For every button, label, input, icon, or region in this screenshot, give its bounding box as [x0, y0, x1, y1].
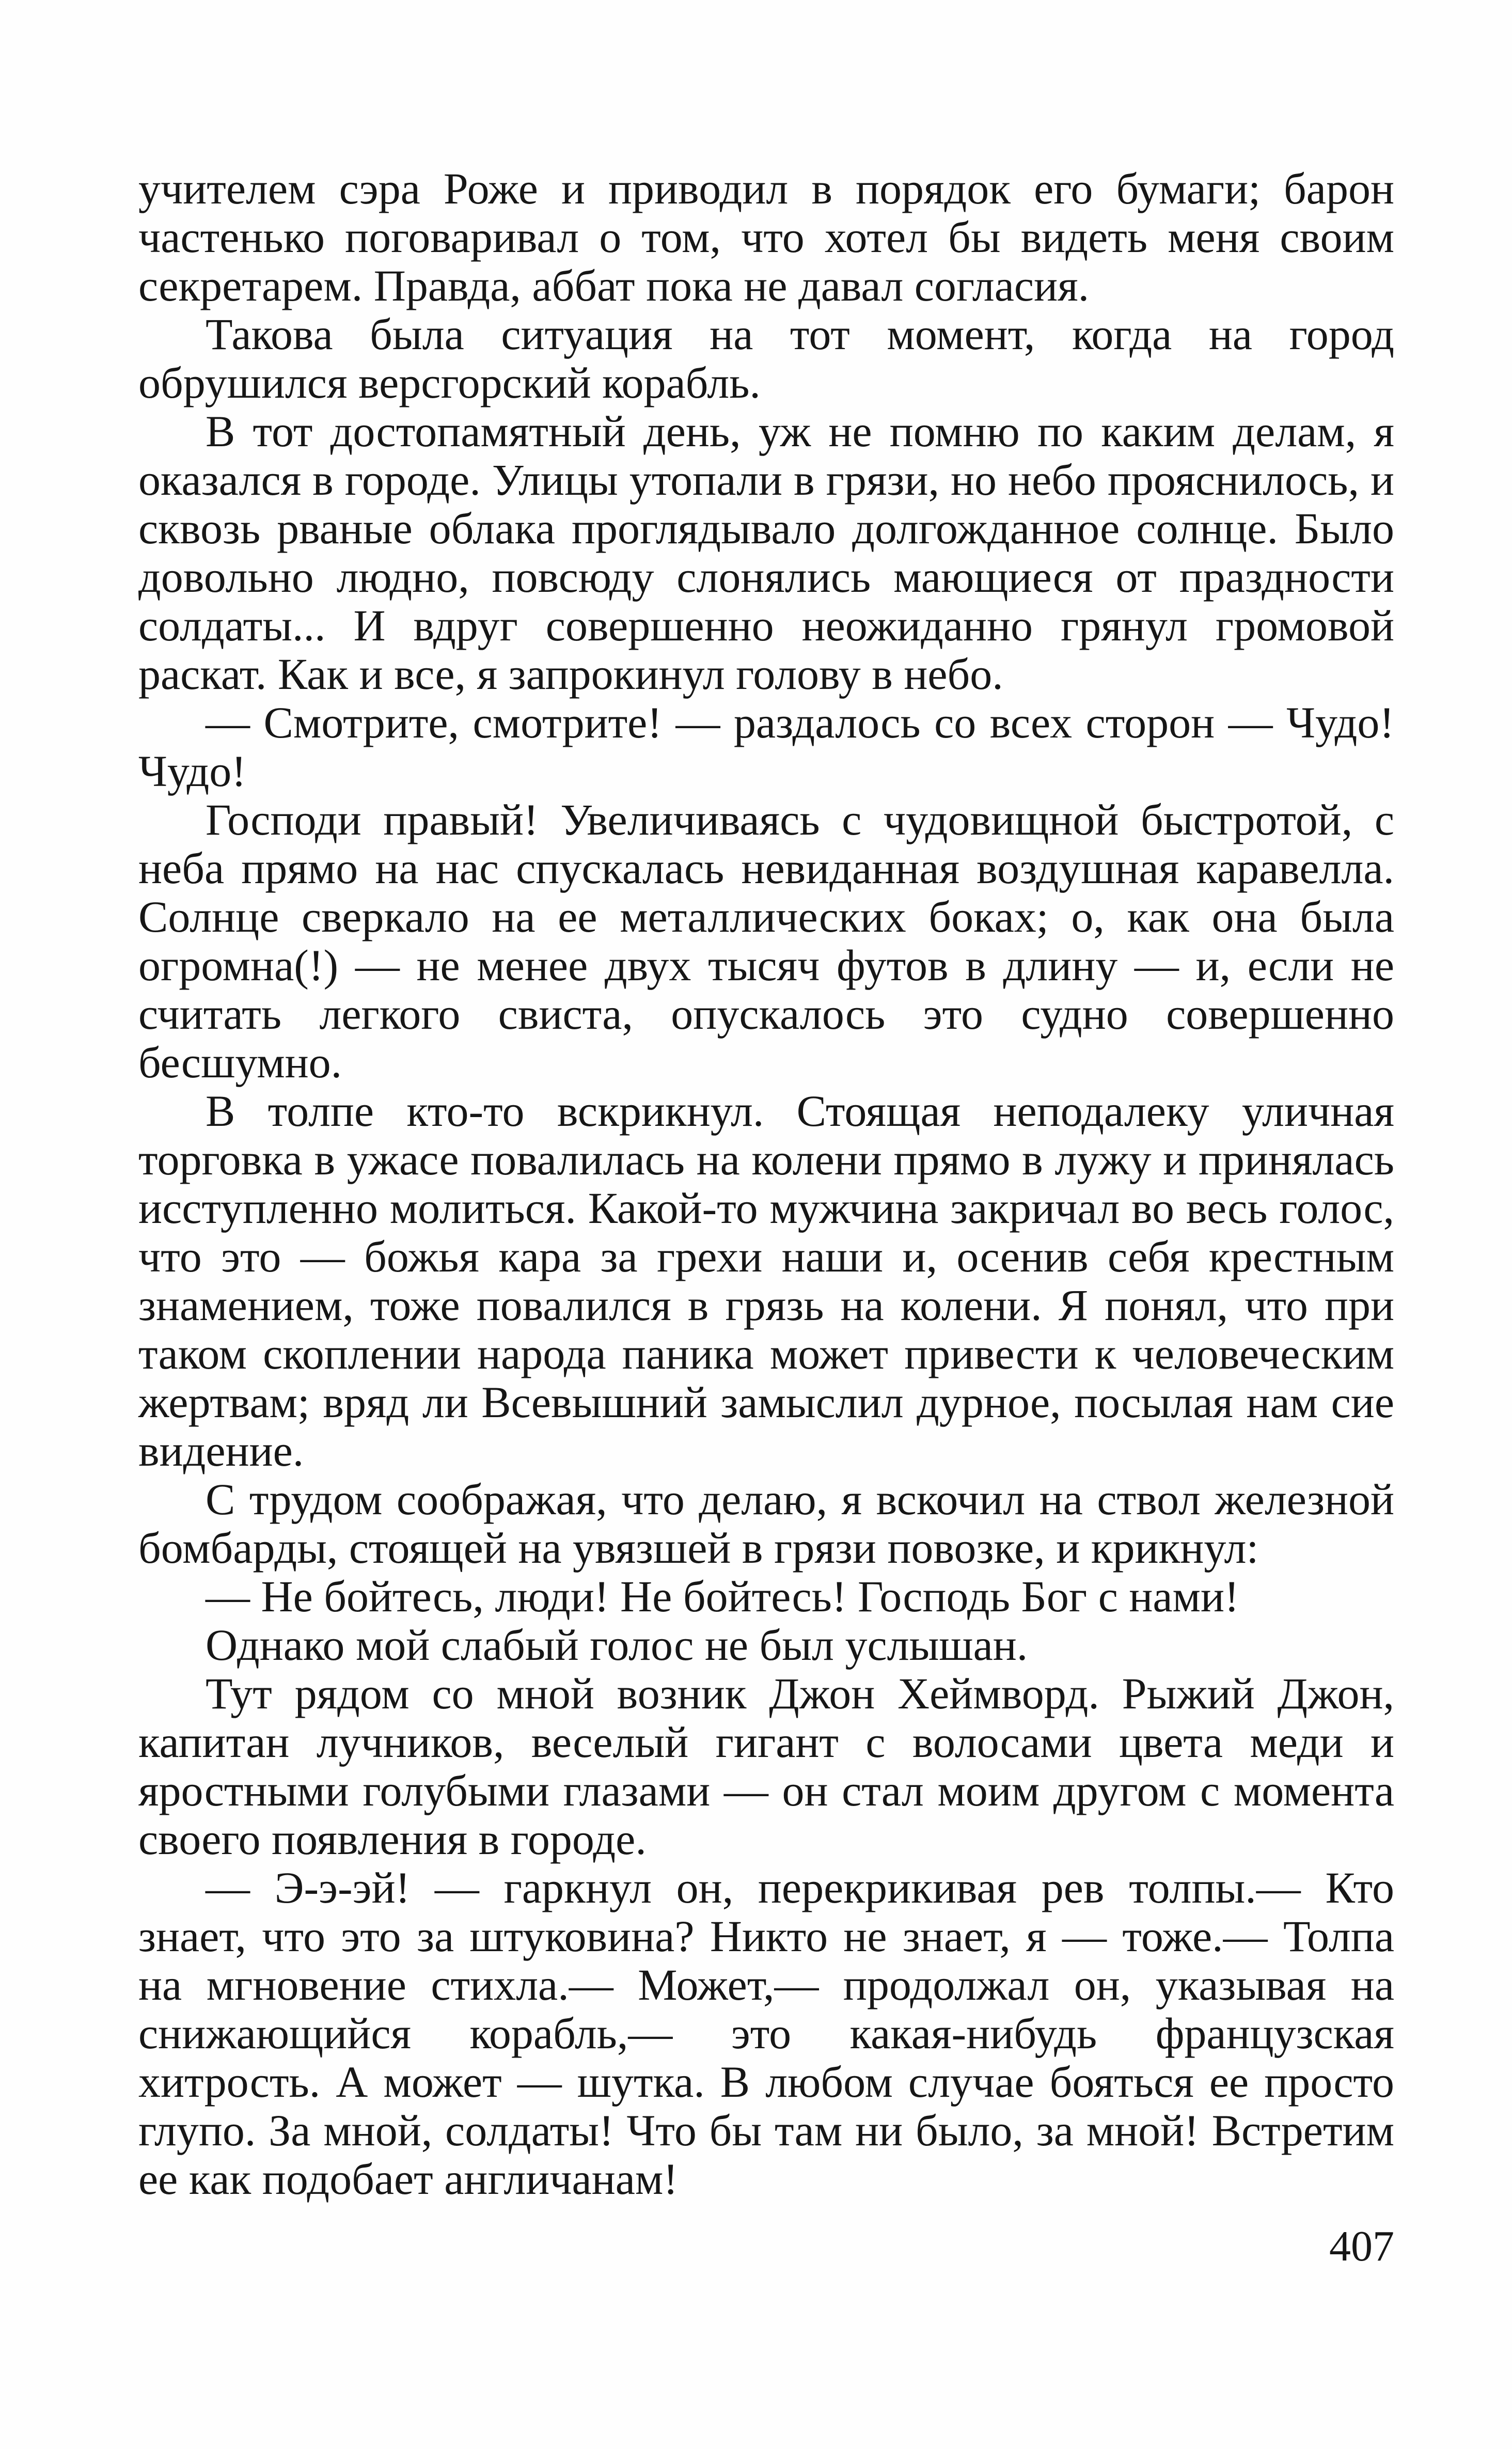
- paragraph-4: — Смотрите, смотрите! — раздалось со всех сторон — Чудо! Чудо!: [138, 698, 1394, 796]
- paragraph-10: Тут рядом со мной возник Джон Хеймворд. Рыжий Джон, капитан лучников, веселый гигант с волосами цвета меди и яростными голубыми глазами — он стал моим другом с момента своего появления в городе.: [138, 1669, 1394, 1864]
- paragraph-6: В толпе кто-то вскрикнул. Стоящая неподалеку уличная торговка в ужасе повалилась на колени прямо в лужу и принялась исступленно молиться. Какой-то мужчина закричал во весь голос, что это — божья кара за грехи наши и, осенив себя крестным знамением, тоже повалился в грязь на колени. Я понял, что при таком скоплении народа паника может привести к человеческим жертвам; вряд ли Всевышний замыслил дурное, посылая нам сие видение.: [138, 1086, 1394, 1475]
- paragraph-9: Однако мой слабый голос не был услышан.: [206, 1620, 1028, 1670]
- paragraph-11: — Э-э-эй! — гаркнул он, перекрикивая рев толпы.— Кто знает, что это за штуковина? Никто не знает, я — тоже.— Толпа на мгновение стихла.— Может,— продолжал он, указывая на снижающийся корабль,— это какая-нибудь французская хитрость. А может — шутка. В любом случае бояться ее просто глупо. За мной, солдаты! Что бы там ни было, за мной! Встретим ее как подобает англичанам!: [138, 1863, 1394, 2204]
- body-text: [138, 164, 1394, 2203]
- paragraph-5: Господи правый! Увеличиваясь с чудовищной быстротой, с неба прямо на нас спускалась невиданная воздушная каравелла. Солнце сверкало на ее металлических боках; о, как она была огромна(!) — не менее двух тысяч футов в длину — и, если не считать легкого свиста, опускалось это судно совершенно бесшумно.: [138, 795, 1394, 1087]
- paragraph-3: В тот достопамятный день, уж не помню по каким делам, я оказался в городе. Улицы утопали в грязи, но небо прояснилось, и сквозь рваные облака проглядывало долгожданное солнце. Было довольно людно, повсюду слонялись мающиеся от праздности солдаты... И вдруг совершенно неожиданно грянул громовой раскат. Как и все, я запрокинул голову в небо.: [138, 406, 1394, 699]
- page-number: 407: [1329, 2222, 1394, 2270]
- paragraph-8: — Не бойтесь, люди! Не бойтесь! Господь Бог с нами!: [206, 1572, 1239, 1621]
- paragraph-7: С трудом соображая, что делаю, я вскочил на ствол железной бомбарды, стоящей на увязшей в грязи повозке, и крикнул:: [138, 1474, 1394, 1573]
- paragraph-2: Такова была ситуация на тот момент, когда на город обрушился версгорский корабль.: [138, 309, 1394, 407]
- paragraph-1: учителем сэра Роже и приводил в порядок его бумаги; барон частенько поговаривал о том, что хотел бы видеть меня своим секретарем. Правда, аббат пока не давал согласия.: [138, 164, 1394, 310]
